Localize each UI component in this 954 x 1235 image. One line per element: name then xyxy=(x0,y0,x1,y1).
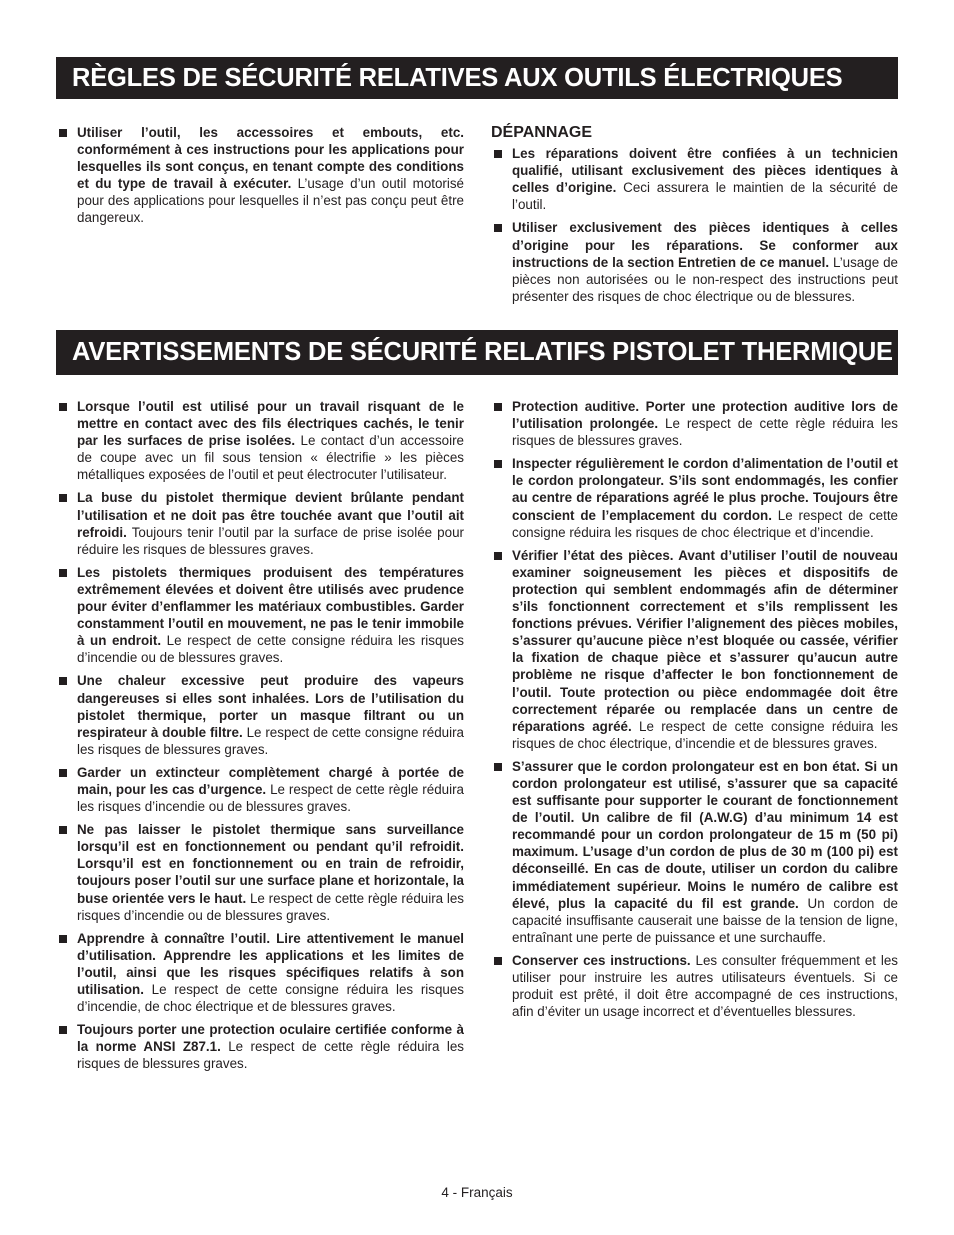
bullet-item-bold: Vérifier l’état des pièces. Avant d’utiliser l’outil de nouveau examiner soigneusement les pièces et dispositifs de protection qui semblent endommagés afin de déterminer s’ils fonctionnent correctement et s’ils remplissent les fonctions prévues. Vérifier l’alignement des pièces mobiles, s’assurer qu’aucune pièce n’est bloquée ou cassée, vérifier la fixation de chaque pièce et s’assurer qu’aucun autre problème ne risque d’affecter le bon fonctionnement de l’outil. Toute protection ou pièce endommagée doit être correctement réparée ou remplacée dans un centre de réparations agréé. xyxy=(512,547,898,734)
bullet-item-bold: Utiliser l’outil, les accessoires et embouts, etc. conformément à ces instructions pour les applications pour lesquelles ils sont conçus, en tenant compte des conditions et du type de travail à exécuter. xyxy=(77,125,464,192)
bullet-item xyxy=(491,219,898,304)
bullet-item-bold: Les réparations doivent être confiées à un technicien qualifié, utilisant exclusivement des pièces identiques à celles d’origine. xyxy=(512,146,898,196)
bullet-item xyxy=(491,952,898,1020)
bullet-item xyxy=(56,672,464,757)
section-title-text: AVERTISSEMENTS DE SÉCURITÉ RELATIFS PISTOLET THERMIQUE xyxy=(72,338,893,366)
bullet-item-bold: S’assurer que le cordon prolongateur est en bon état. Si un cordon prolongateur est utilisé, s’assurer que sa capacité est suffisante pour supporter le courant de fonctionnement de l’outil. Un calibre de fil (A.W.G) d’au minimum 14 est recommandé pour un cordon prolongateur de 15 m (50 pi) maximum. L’usage d’un cordon de plus de 30 m (100 pi) est déconseillé. En cas de doute, utiliser un cordon du calibre immédiatement supérieur. Moins le numéro de calibre est élevé, plus la capacité du fil est grande. xyxy=(512,758,898,911)
bullet-item-bold: Inspecter régulièrement le cordon d’alimentation de l’outil et le cordon prolongateur. S’ils sont endommagés, les confier au centre de réparations agréé le plus proche. Toujours être conscient de l’emplacement du cordon. xyxy=(512,456,898,523)
bullet-item xyxy=(56,398,464,483)
bullet-item-text: Le respect de cette consigne réduira les risques de choc électrique et d’incendie. xyxy=(512,507,898,540)
bullet-item xyxy=(491,455,898,540)
bullet-item-bold: Utiliser exclusivement des pièces identiques à celles d’origine pour les réparations. Se conformer aux instructions de la section Entretien de ce manuel. xyxy=(512,220,898,270)
section-title-text: RÈGLES DE SÉCURITÉ RELATIVES AUX OUTILS ÉLECTRIQUES xyxy=(72,63,843,92)
bullet-item-text: Le respect de cette consigne réduira les risques de blessures graves. xyxy=(77,724,464,757)
bullet-item xyxy=(56,564,464,667)
bullet-item-text: L’usage de pièces non autorisées ou le non-respect des instructions peut présenter des risques de choc électrique ou de blessures. xyxy=(512,254,898,304)
section1-right-column xyxy=(491,124,898,311)
page-number: 4 - Français xyxy=(441,1185,513,1200)
bullet-item xyxy=(56,489,464,557)
bullet-item-text: L’usage d’un outil motorisé pour des applications pour lesquelles il n’est pas conçu peut être dangereux. xyxy=(77,176,465,226)
bullet-item xyxy=(56,821,464,924)
bullet-item-text: Ceci assurera le maintien de la sécurité de l’outil. xyxy=(512,180,898,213)
bullet-item xyxy=(56,1021,464,1072)
bullet-item-bold: La buse du pistolet thermique devient brûlante pendant l’utilisation et ne doit pas être touchée avant que l’outil ait refroidi. xyxy=(77,490,464,540)
section-title-power-tool-rules xyxy=(56,57,898,99)
depannage-list xyxy=(491,145,898,305)
bullet-item xyxy=(491,547,898,752)
bullet-item xyxy=(491,145,898,213)
bullet-item xyxy=(56,930,464,1015)
bullet-item-bold: Garder un extincteur complètement chargé à portée de main, pour les cas d’urgence. xyxy=(77,764,464,797)
bullet-item-text: Le contact d’un accessoire de coupe avec un fil sous tension « électrifie » les pièces métalliques exposées de l’outil et peut électrocuter l’utilisateur. xyxy=(77,433,464,483)
bullet-item-bold: Ne pas laisser le pistolet thermique sans surveillance lorsqu’il est en fonctionnement ou pendant qu’il refroidit. Lorsqu’il est en fonctionnement ou en train de refroidir, toujours poser l’outil sur une surface plane et horizontale, la buse orientée vers le haut. xyxy=(77,822,464,906)
bullet-item-text: Le respect de cette règle réduira les risques de blessures graves. xyxy=(77,1039,464,1072)
bullet-item-text: Toujours tenir l’outil par la surface de prise isolée pour réduire les risques de blessures graves. xyxy=(77,524,464,557)
bullet-item-text: Le respect de cette consigne réduira les risques de choc électrique, d’incendie et de blessures graves. xyxy=(512,718,898,751)
bullet-item-text: Un cordon de capacité insuffisante causerait une baisse de la tension de ligne, entraînant une perte de puissance et une surchauffe. xyxy=(512,895,898,945)
bullet-item xyxy=(491,758,898,946)
section2-right-column xyxy=(491,398,898,1026)
section-title-heat-gun-warnings xyxy=(56,330,898,375)
bullet-item-bold: Apprendre à connaître l’outil. Lire attentivement le manuel d’utilisation. Apprendre les applications et les limites de l’outil, ainsi que les risques spécifiques relatifs à son utilisation. xyxy=(77,930,464,997)
section2-left-column xyxy=(56,398,464,1078)
depannage-heading: DÉPANNAGE xyxy=(491,124,593,141)
bullet-item-text: Le respect de cette règle réduira les risques de blessures graves. xyxy=(512,416,898,449)
bullet-item-text: Les consulter fréquemment et les utiliser pour instruire les autres utilisateurs éventuels. Si ce produit est prêté, il doit être accompagné de ces instructions, afin d’éviter un usage incorrect et d’éventuelles blessures. xyxy=(512,952,899,1020)
bullet-item-bold: Protection auditive. Porter une protection auditive lors de l’utilisation prolongée. xyxy=(512,399,898,432)
bullet-item xyxy=(56,764,464,815)
bullet-item-bold: Les pistolets thermiques produisent des températures extrêmement élevées et doivent être utilisés avec prudence pour éviter d’enflammer les matériaux combustibles. Garder constamment l’outil en mouvement, ne pas le tenir immobile à un endroit. xyxy=(77,564,464,649)
bullet-item-bold: Lorsque l’outil est utilisé pour un travail risquant de le mettre en contact avec des fils électriques cachés, le tenir par les surfaces de prise isolées. xyxy=(77,399,464,449)
bullet-item xyxy=(56,124,464,227)
bullet-item-text: Le respect de cette règle réduira les risques d’incendie ou de blessures graves. xyxy=(77,781,464,815)
bullet-item-bold: Toujours porter une protection oculaire certifiée conforme à la norme ANSI Z87.1. xyxy=(77,1022,464,1055)
bullet-item-bold: Conserver ces instructions. xyxy=(512,952,691,968)
bullet-item-bold: Une chaleur excessive peut produire des vapeurs dangereuses si elles sont inhalées. Lors de l’utilisation du pistolet thermique, porter un masque filtrant ou un respirateur à double filtre. xyxy=(77,673,464,740)
bullet-item-text: Le respect de cette consigne réduira les risques d’incendie ou de blessures graves. xyxy=(77,633,464,666)
bullet-item-text: Le respect de cette règle réduira les risques d’incendie ou de blessures graves. xyxy=(77,890,464,923)
bullet-item-text: Le respect de cette consigne réduira les risques d’incendie, de choc électrique et de blessures graves. xyxy=(77,982,464,1015)
section1-left-column xyxy=(56,124,464,233)
bullet-item xyxy=(491,398,898,449)
